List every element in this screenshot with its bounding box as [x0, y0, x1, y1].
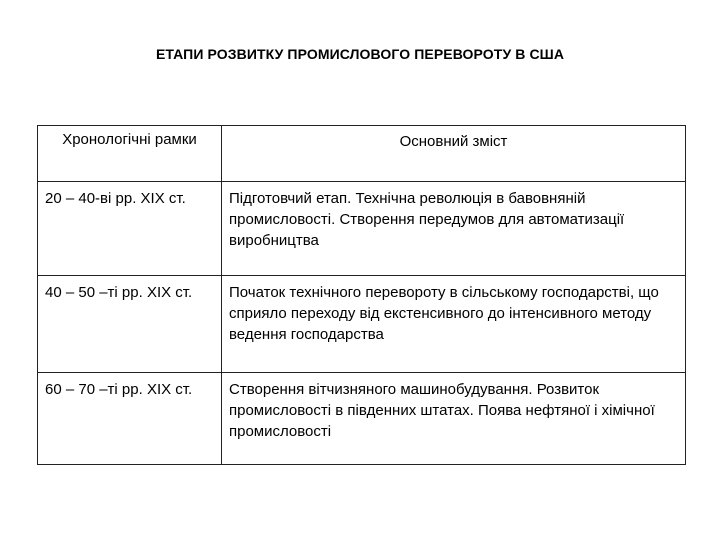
content-cell: Підготовчий етап. Технічна революція в бавовняній промисловості. Створення передумов для автоматизації виробництва [222, 182, 686, 276]
content-cell: Початок технічного перевороту в сільському господарстві, що сприяло переходу від екстенсивного до інтенсивного методу ведення господарства [222, 276, 686, 373]
table-header-row [38, 126, 686, 182]
stages-table [37, 125, 686, 465]
table-row [38, 373, 686, 465]
period-cell: 60 – 70 –ті рр. ХІХ ст. [38, 373, 222, 465]
column-header-content: Основний зміст [222, 126, 686, 182]
column-header-period: Хронологічні рамки [38, 126, 222, 182]
table-row [38, 276, 686, 373]
period-cell: 20 – 40-ві рр. ХІХ ст. [38, 182, 222, 276]
period-cell: 40 – 50 –ті рр. ХІХ ст. [38, 276, 222, 373]
page-title: ЕТАПИ РОЗВИТКУ ПРОМИСЛОВОГО ПЕРЕВОРОТУ В США [155, 46, 565, 62]
table-row [38, 182, 686, 276]
content-cell: Створення вітчизняного машинобудування. Розвиток промисловості в південних штатах. Поява нефтяної і хімічної промисловості [222, 373, 686, 465]
